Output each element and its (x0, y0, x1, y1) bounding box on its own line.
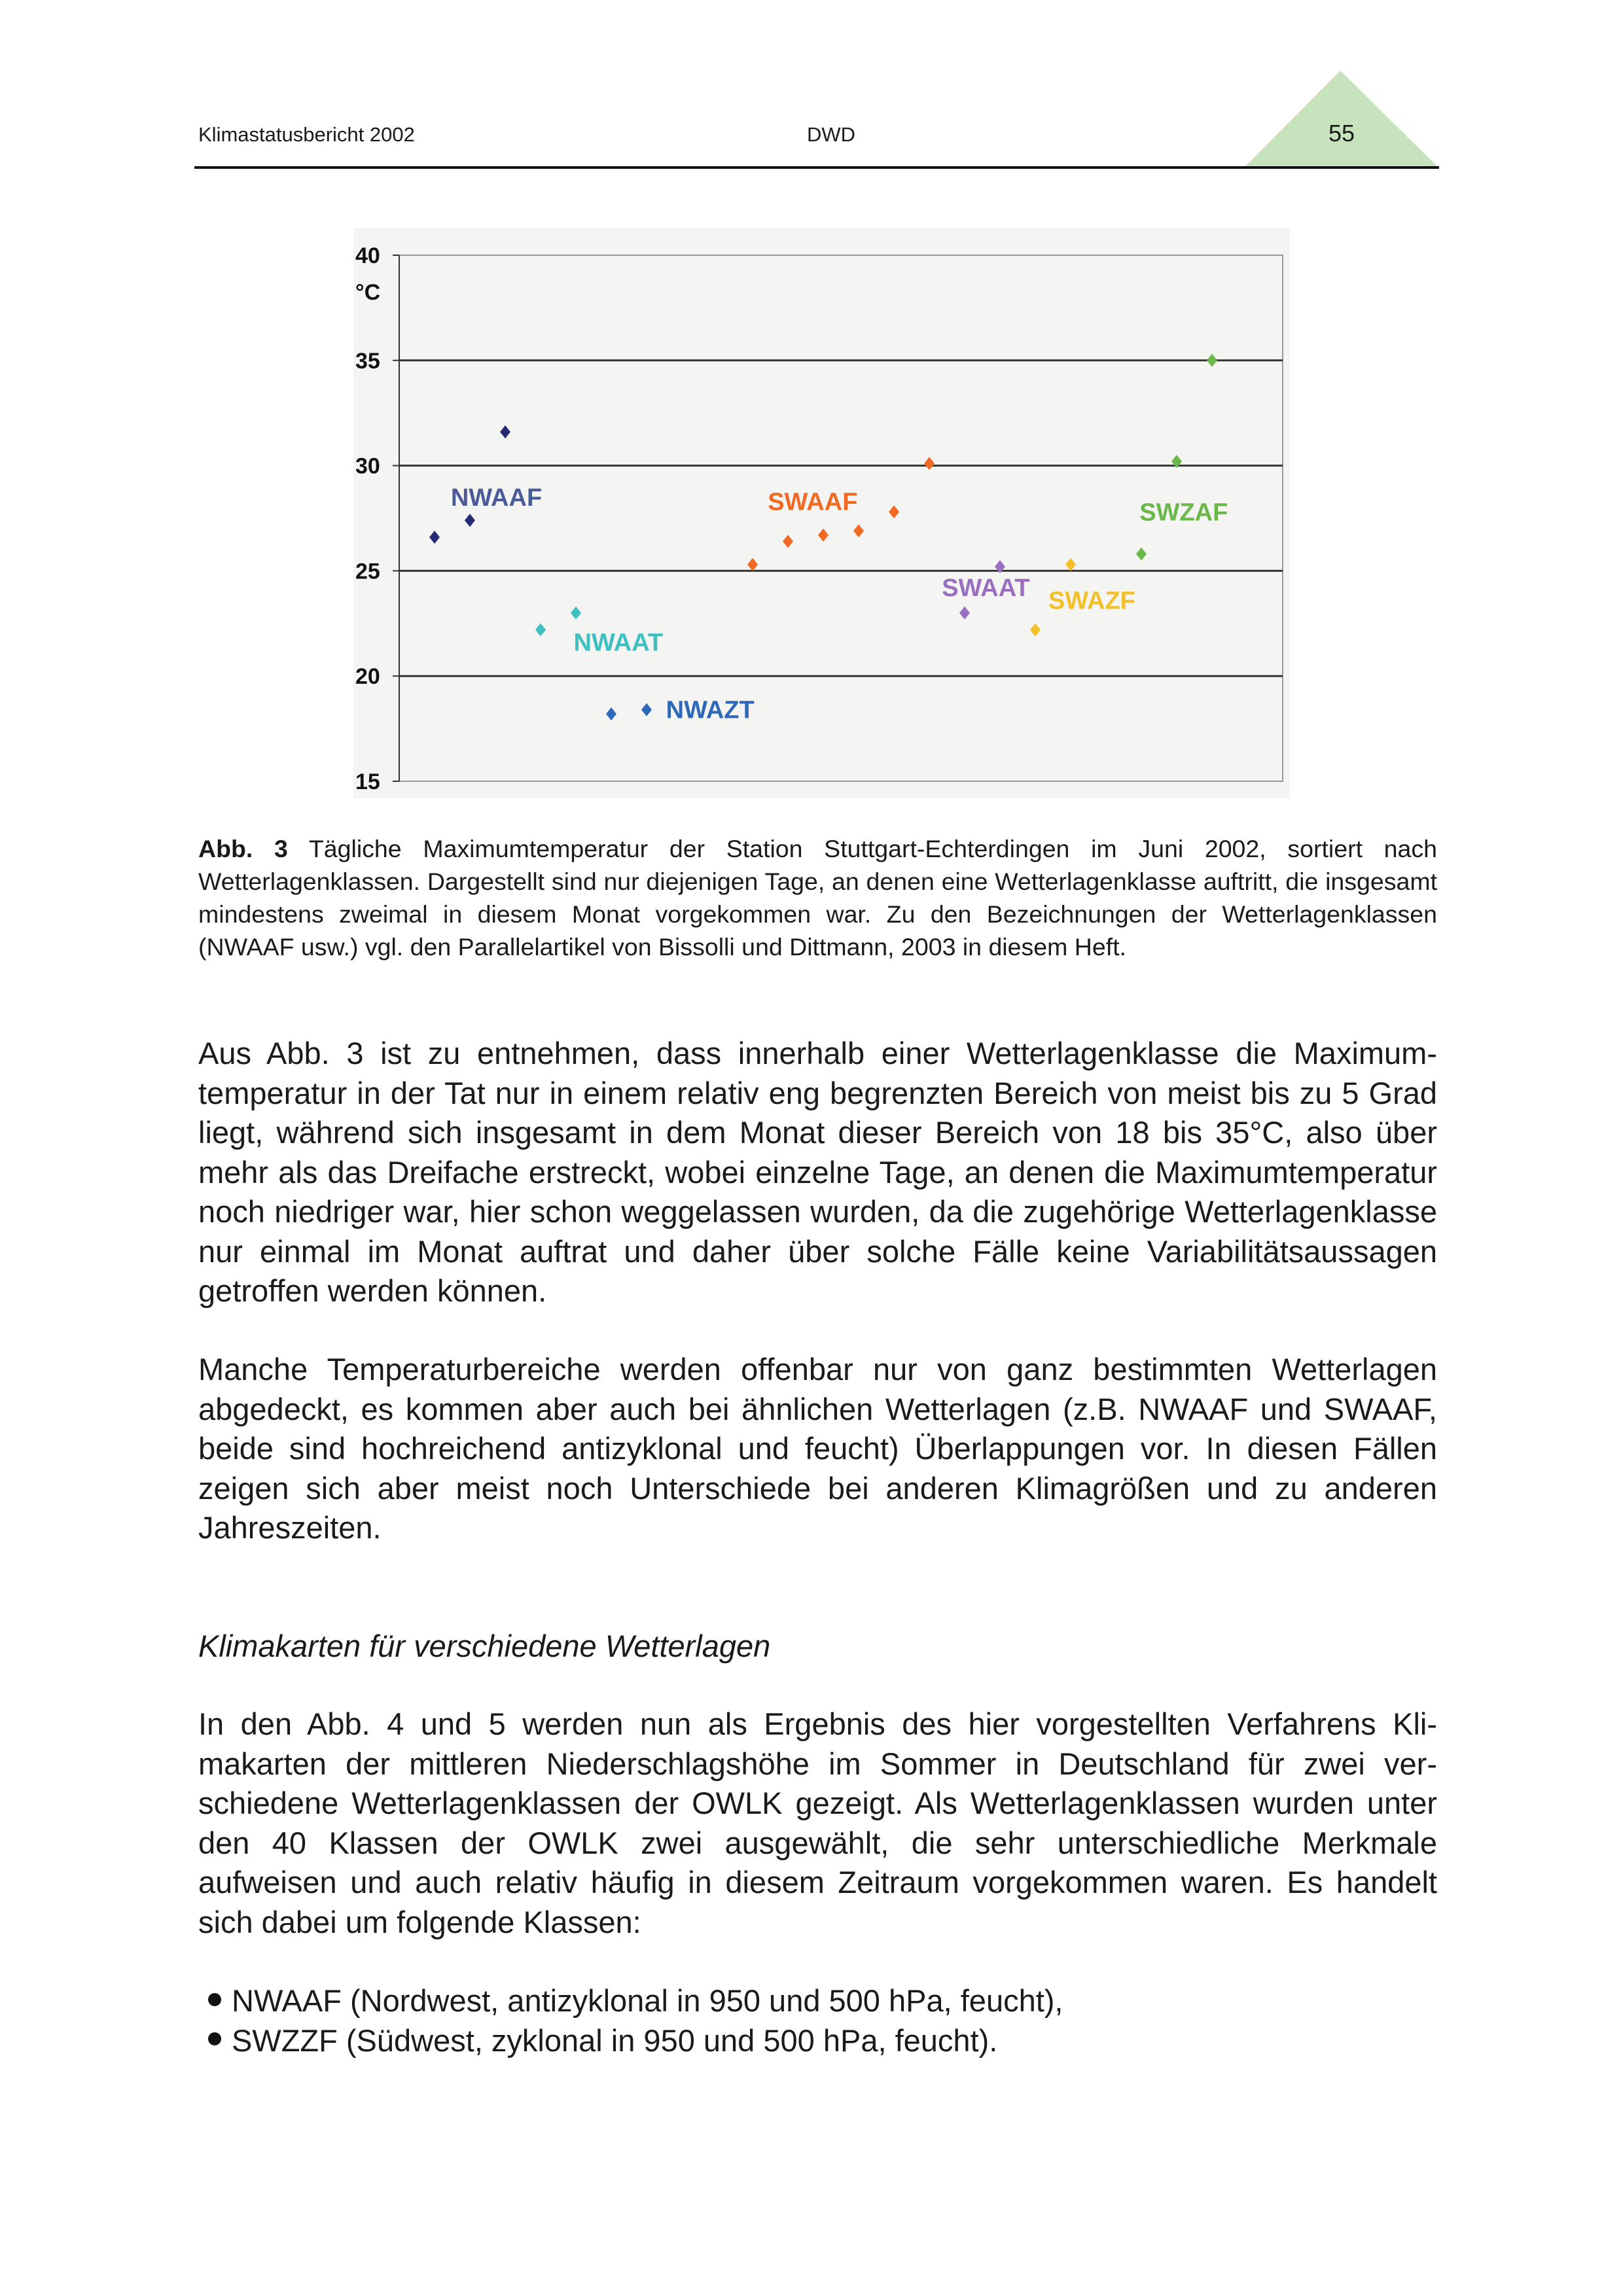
header-publisher: DWD (807, 123, 856, 146)
chart-svg (353, 228, 1290, 798)
header-title: Klimastatusbericht 2002 (198, 123, 415, 146)
bullet-list (208, 1981, 1063, 2060)
page-number: 55 (1329, 120, 1355, 147)
scatter-chart (353, 228, 1290, 798)
y-tick-label: 20 (355, 664, 380, 690)
y-axis-unit: °C (355, 280, 381, 305)
paragraph-1: Aus Abb. 3 ist zu entnehmen, dass innerhalb einer Wetterlagenklasse die Maximumtemperatur in der Tat nur in einem relativ eng begrenzten Bereich von meist bis zu 5 Grad liegt, während sich insgesamt in dem Monat dieser Bereich von 18 bis 35°C, also über mehr als das Dreifache erstreckt, wobei einzelne Tage, an denen die Maximumtemperatur noch niedriger war, hier schon weggelassen wurden, da die zugehörige Wetterlagenklasse nur einmal im Monat auftrat und daher über solche Fälle keine Variabilitätsaussagen getroffen werden können. (198, 1036, 1437, 1308)
series-label-nwaat: NWAAT (573, 629, 664, 657)
y-tick-label: 15 (355, 769, 380, 794)
caption-label: Abb. 3 (198, 835, 288, 862)
figure-caption (198, 832, 1437, 963)
series-label-nwaaf: NWAAF (450, 484, 543, 512)
y-tick-label: 35 (355, 348, 380, 374)
series-label-nwazt: NWAZT (666, 696, 755, 724)
paragraph-3: In den Abb. 4 und 5 werden nun als Ergebnis des hier vorgestellten Verfahrens Klimakarten der mittleren Niederschlagshöhe im Sommer in Deutschland für zwei verschiedene Wetterlagenklassen der OWLK gezeigt. Als Wetterlagenklassen wurden unter den 40 Klassen der OWLK zwei ausgewählt, die sehr unterschiedliche Merkmale aufweisen und auch relativ häufig in diesem Zeitraum vorgekommen waren. Es handelt sich dabei um folgende Klassen: (198, 1706, 1437, 1939)
bullet-item: NWAAF (Nordwest, antizyklonal in 950 und 500 hPa, feucht), (208, 1981, 1063, 2021)
section-heading: Klimakarten für verschiedene Wetterlagen (198, 1629, 771, 1663)
series-label-swaat: SWAAT (942, 574, 1030, 603)
y-tick-label: 25 (355, 559, 380, 584)
series-label-swzaf: SWZAF (1139, 499, 1228, 527)
bullet-item: SWZZF (Südwest, zyklonal in 950 und 500 hPa, feucht). (208, 2021, 1063, 2061)
series-label-swazf: SWAZF (1048, 587, 1135, 615)
caption-text: Tägliche Maximumtemperatur der Station Stuttgart-Echterdingen im Juni 2002, sortiert nach Wetterlagenklassen. Dargestellt sind nur diejenigen Tage, an denen eine Wetterlagenklasse auftritt, die insgesamt mindestens zweimal in diesem Monat vorgekommen war. Zu den Bezeichnungen der Wetterlagenklassen (NWAAF usw.) vgl. den Parallelartikel von Bissolli und Dittmann, 2003 in diesem Heft. (198, 835, 1437, 961)
y-tick-label: 30 (355, 453, 380, 479)
paragraph-2: Manche Temperaturbereiche werden offenbar nur von ganz bestimmten Wetterlagen abgedeckt, es kommen aber auch bei ähnlichen Wetterlagen (z.B. NWAAF und SWAAF, beide sind hochreichend antizyklonal und feucht) Überlappungen vor. In diesen Fällen zeigen sich aber meist noch Unterschiede bei anderen Klimagrößen und zu anderen Jahreszeiten. (198, 1352, 1437, 1545)
y-tick-label: 40 (355, 243, 380, 268)
series-label-swaaf: SWAAF (768, 488, 858, 516)
header-rule (194, 166, 1439, 169)
